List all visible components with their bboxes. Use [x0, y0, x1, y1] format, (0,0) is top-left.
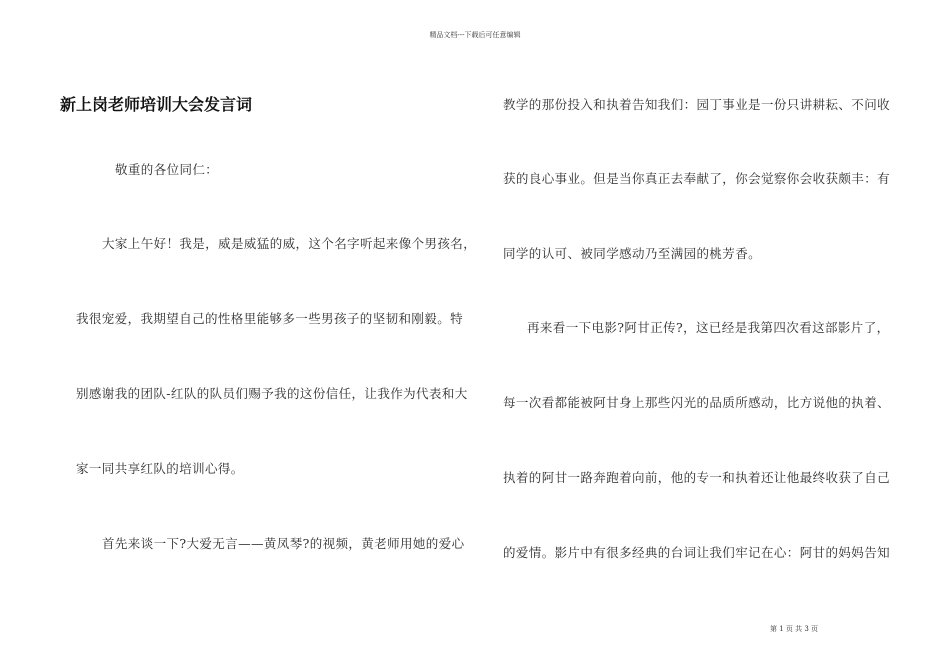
paragraph-line: 敬重的各位同仁： — [115, 162, 219, 177]
paragraph-line: 大家上午好！我是，威是威猛的威，这个名字听起来像个男孩名， — [102, 236, 477, 251]
paragraph-line: 获的良心事业。但是当你真正去奉献了，你会觉察你会收获颇丰：有 — [503, 171, 891, 186]
paragraph-line: 家一同共享红队的培训心得。 — [76, 461, 244, 476]
paragraph-line: 教学的那份投入和执着告知我们：园丁事业是一份只讲耕耘、不问收 — [503, 97, 891, 112]
page-number: 第 1 页 共 3 页 — [770, 625, 819, 633]
paragraph-line: 的爱情。影片中有很多经典的台词让我们牢记在心：阿甘的妈妈告知 — [503, 545, 891, 560]
page-header: 精品文档---下载后可任意编辑 — [429, 31, 521, 39]
paragraph-line: 别感谢我的团队-红队的队员们赐予我的这份信任，让我作为代表和大 — [76, 386, 468, 401]
paragraph-line: 再来看一下电影?阿甘正传?，这已经是我第四次看这部影片了， — [527, 320, 890, 335]
paragraph-line: 同学的认可、被同学感动乃至满园的桃芳香。 — [503, 246, 762, 261]
paragraph-line: 我很宠爱，我期望自己的性格里能够多一些男孩子的坚韧和刚毅。特 — [76, 311, 464, 326]
document-title: 新上岗老师培训大会发言词 — [60, 95, 253, 114]
paragraph-line: 每一次看都能被阿甘身上那些闪光的品质所感动，比方说他的执着、 — [503, 395, 891, 410]
paragraph-line: 执着的阿甘一路奔跑着向前，他的专一和执着还让他最终收获了自己 — [503, 470, 891, 485]
paragraph-line: 首先来谈一下?大爱无言——黄凤琴?的视频，黄老师用她的爱心 — [102, 536, 465, 551]
